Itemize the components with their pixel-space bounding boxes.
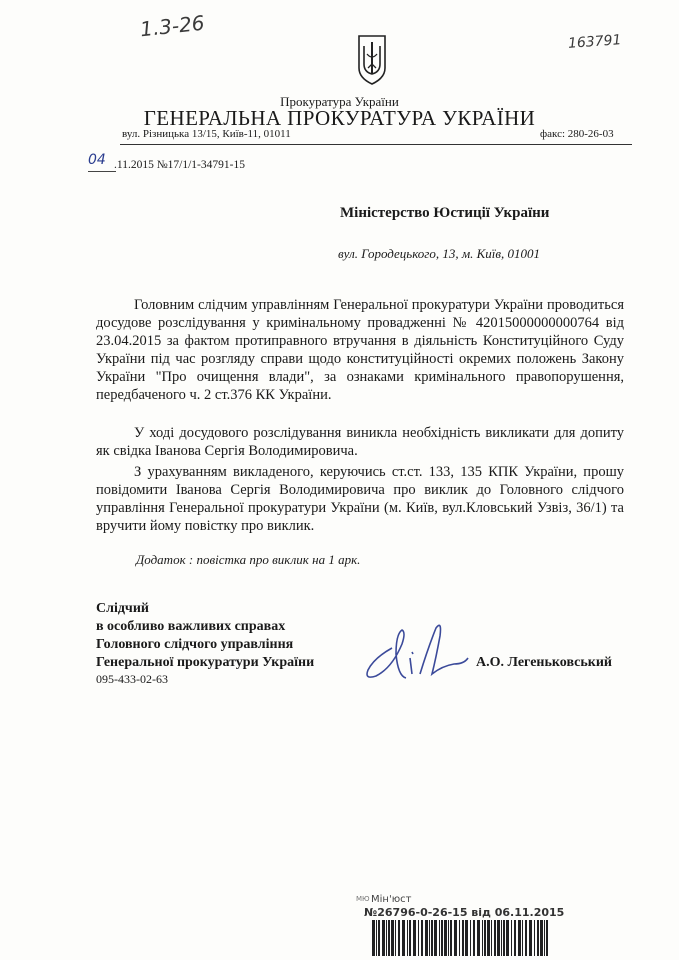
day-underline [88, 171, 116, 172]
handwritten-number-top-right: 163791 [567, 32, 622, 52]
body-paragraph-1-text: Головним слідчим управлінням Генеральної прокуратури України проводиться досудове розслідування у кримінальному провадженні № 42015000000000764 від 23.04.2015 за фактом протиправного втручання в діяльність Конституційного Суду України під час розгляду справи щодо конституційності окремих положень Закону України "Про очищення влади", за ознаками кримінального правопорушення, передбаченого ч. 2 ст.376 КК України. [96, 297, 624, 403]
header-divider [120, 144, 632, 145]
body-paragraph-3-text: З урахуванням викладеного, керуючись ст.ст. 133, 135 КПК України, прошу повідомити Іванова Сергія Володимировича про виклик до Головного слідчого управління Генеральної прокуратури України (м. Київ, вул.Кловський Узвіз, 36/1) та вручити йому повістку про виклик. [96, 464, 624, 534]
stamp-title: Мін'юст [371, 894, 412, 905]
handwritten-signature-icon [362, 618, 472, 684]
barcode-icon [372, 920, 550, 956]
trident-emblem-icon [355, 34, 389, 86]
stamp-registration-number: №26796-0-26-15 від 06.11.2015 [364, 906, 565, 919]
recipient-name: Міністерство Юстиції України [340, 205, 550, 221]
body-paragraph-2-text: У ході досудового розслідування виникла необхідність викликати для допиту як свідка Іванова Сергія Володимировича. [96, 425, 624, 459]
body-paragraph-1 [96, 296, 624, 404]
recipient-address: вул. Городецького, 13, м. Київ, 01001 [338, 246, 541, 261]
signer-title-line: Слідчий [96, 601, 149, 616]
document-reference: .11.2015 №17/1/1-34791-15 [114, 159, 245, 171]
stamp-corner-text: МЮ [356, 895, 370, 903]
org-address: вул. Різницька 13/15, Київ-11, 01011 [122, 128, 291, 140]
attachment-note: Додаток : повістка про виклик на 1 арк. [136, 552, 361, 567]
handwritten-day: 04 [88, 152, 106, 168]
handwritten-note-top-left: 1.3-26 [138, 10, 206, 42]
org-fax: факс: 280-26-03 [540, 128, 614, 140]
org-name-small: Прокуратура України [280, 94, 399, 109]
signer-phone: 095-433-02-63 [96, 672, 168, 686]
signer-title-line: в особливо важливих справах [96, 619, 286, 634]
signer-name: А.О. Легеньковський [476, 655, 612, 670]
signer-title-line: Головного слідчого управління [96, 637, 294, 652]
body-paragraph-3 [96, 463, 624, 535]
signer-title-block [96, 600, 314, 672]
org-name-title: ГЕНЕРАЛЬНА ПРОКУРАТУРА УКРАЇНИ [143, 106, 536, 130]
body-paragraph-2 [96, 424, 624, 460]
signer-title-line: Генеральної прокуратури України [96, 655, 315, 670]
